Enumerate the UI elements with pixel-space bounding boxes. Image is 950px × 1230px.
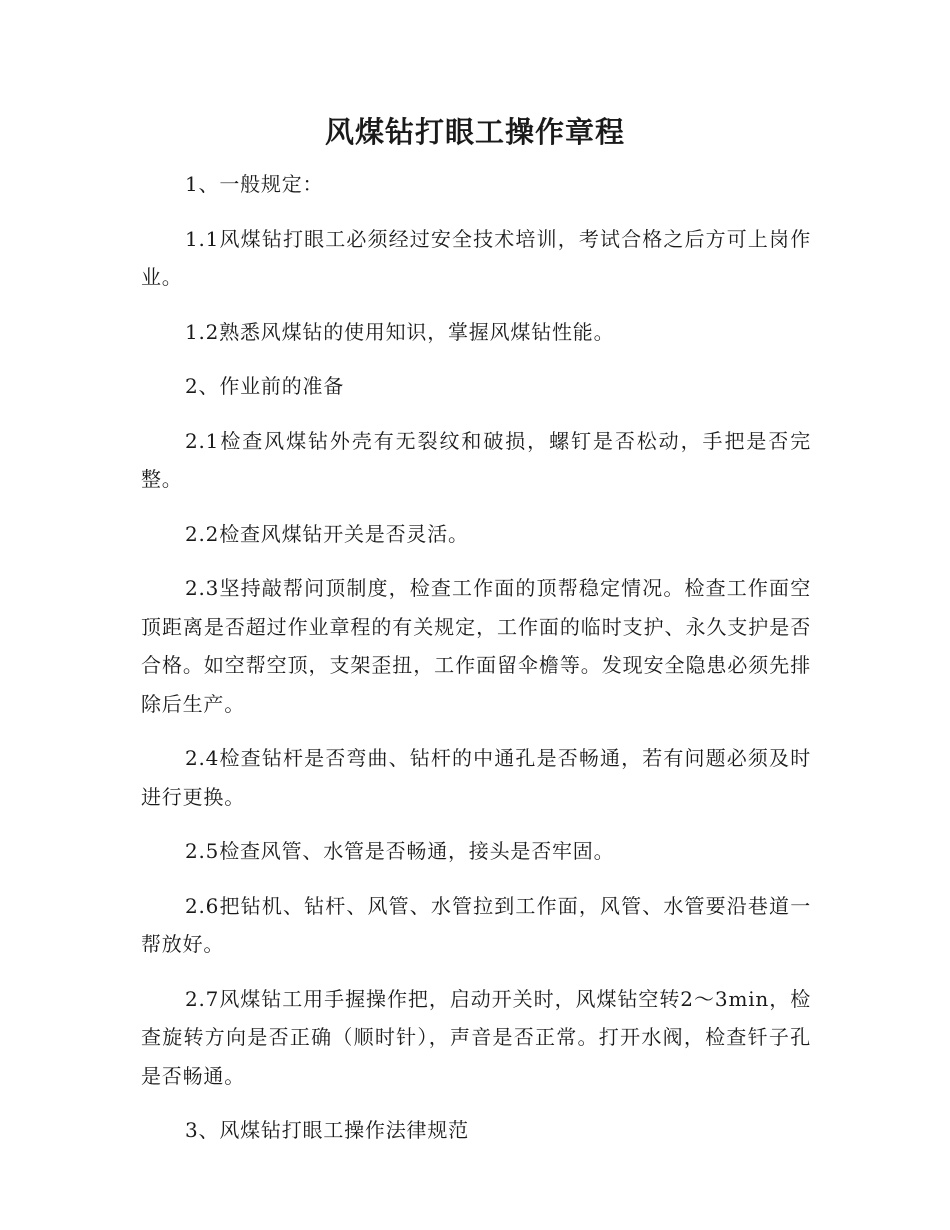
paragraph: 2.4检查钻杆是否弯曲、钻杆的中通孔是否畅通，若有问题必须及时进行更换。 (141, 746, 811, 809)
paragraph: 2.6把钻机、钻杆、风管、水管拉到工作面，风管、水管要沿巷道一帮放好。 (141, 893, 811, 956)
document-body (141, 165, 811, 1166)
paragraph: 2.2检查风煤钻开关是否灵活。 (185, 521, 469, 546)
paragraph: 1.1风煤钻打眼工必须经过安全技术培训，考试合格之后方可上岗作业。 (141, 226, 811, 289)
paragraph: 2.7风煤钻工用手握操作把，启动开关时，风煤钻空转2～3min，检查旋转方向是否正确（顺时针），声音是否正常。打开水阀，检查钎子孔是否畅通。 (141, 986, 811, 1088)
paragraph: 2.3坚持敲帮问顶制度，检查工作面的顶帮稳定情况。检查工作面空顶距离是否超过作业章程的有关规定，工作面的临时支护、永久支护是否合格。如空帮空顶，支架歪扭，工作面留伞檐等。发现安全隐患必须先排除后生产。 (141, 576, 811, 716)
paragraph: 1.2熟悉风煤钻的使用知识，掌握风煤钻性能。 (185, 319, 615, 344)
section-heading: 1、一般规定： (185, 172, 324, 196)
document-title: 风煤钻打眼工操作章程 (324, 115, 625, 149)
section-heading: 3、风煤钻打眼工操作法律规范 (185, 1118, 469, 1142)
paragraph: 2.5检查风管、水管是否畅通，接头是否牢固。 (185, 839, 615, 863)
section-heading: 2、作业前的准备 (185, 374, 345, 398)
paragraph: 2.1检查风煤钻外壳有无裂纹和破损，螺钉是否松动，手把是否完整。 (141, 428, 811, 491)
